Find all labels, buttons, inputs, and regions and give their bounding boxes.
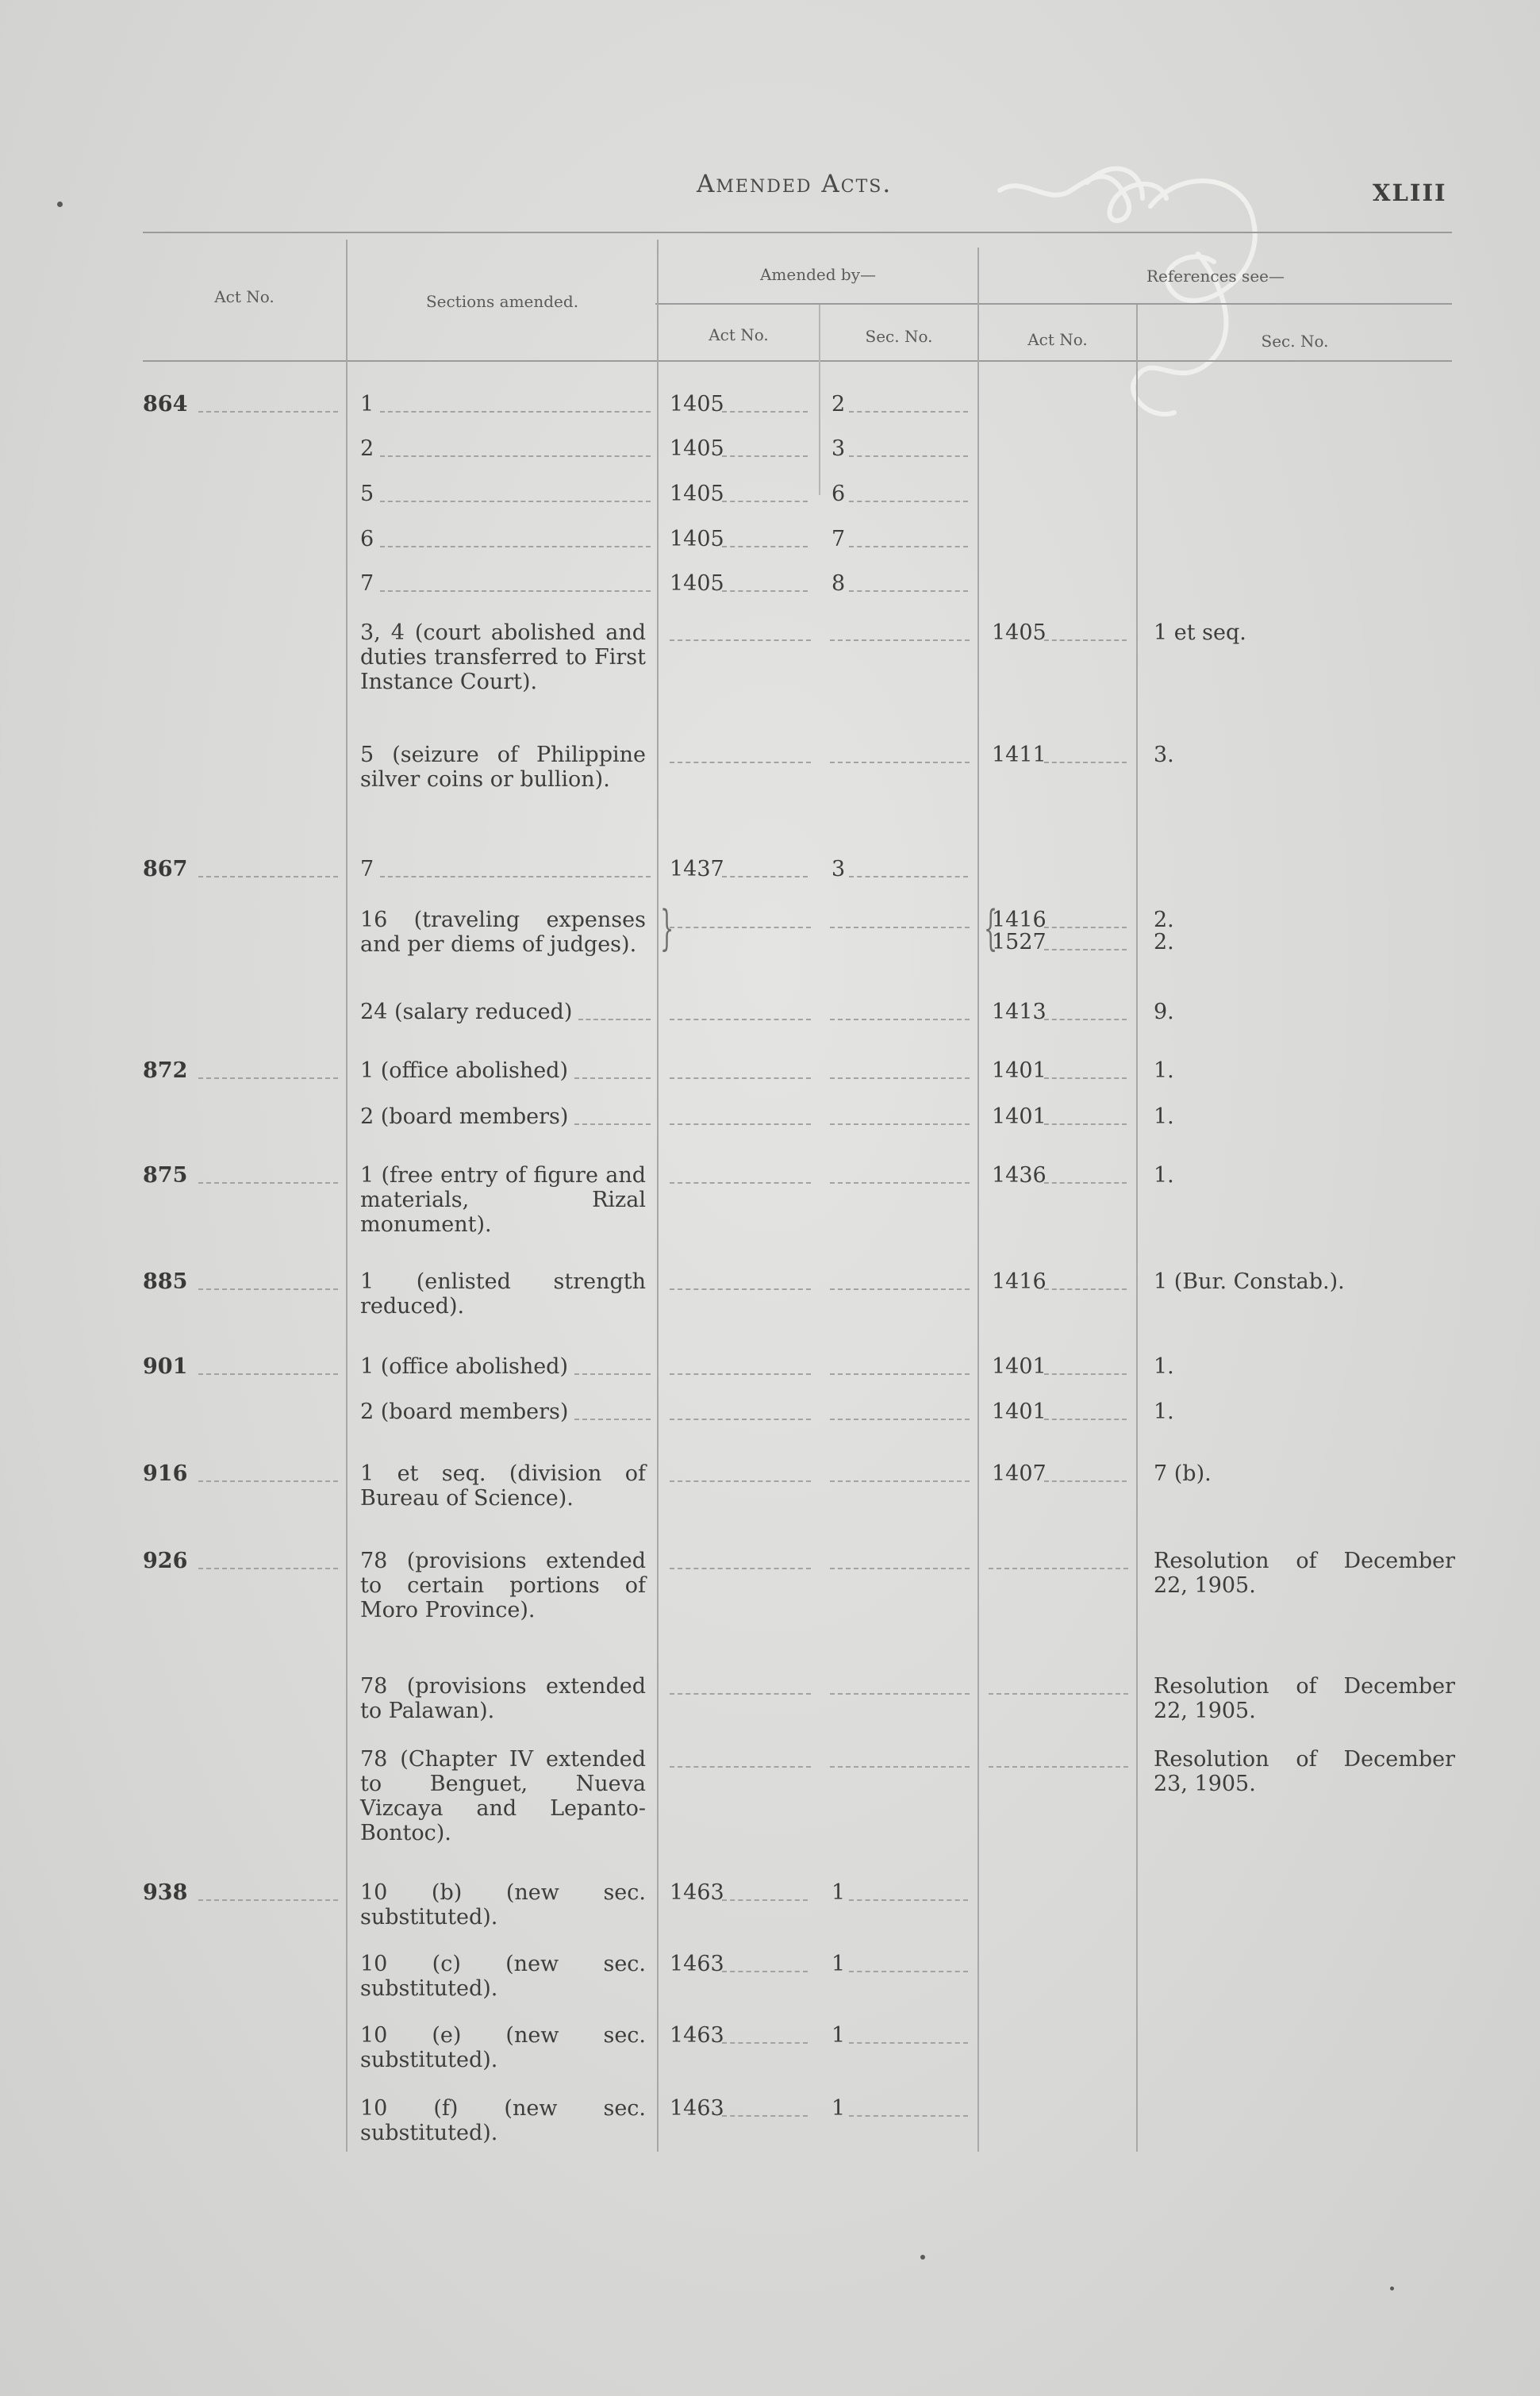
act-number-cell: 872 [143,1058,188,1083]
dotted-leader [670,1123,811,1125]
dotted-leader [1044,1123,1127,1125]
dotted-leader [830,927,970,928]
dotted-leader [722,411,808,413]
act-number-cell: 901 [143,1354,188,1379]
header-ref-sec-no: Sec. No. [1261,332,1329,351]
dotted-leader [830,1077,970,1079]
section-amended-cell: 24 (salary reduced) [360,1000,573,1024]
reference-section-number-cell: 9. [1154,1000,1174,1024]
amended-section-number-cell: 1 [831,2096,846,2121]
act-number-cell: 926 [143,1549,188,1573]
amended-act-number-cell: 1463 [670,1880,724,1905]
amended-section-number-cell: 7 [831,527,846,551]
dotted-leader [1044,1019,1127,1020]
reference-act-number-cell: 1401 [992,1058,1047,1083]
page-title: Amended Acts. [697,170,893,198]
section-amended-cell: 5 [360,482,374,506]
dotted-leader [380,455,651,457]
section-amended-cell: 2 [360,436,374,461]
section-amended-cell: 10 (e) (new sec. substituted). [360,2023,646,2072]
dotted-leader [198,876,338,877]
dotted-leader [849,501,968,502]
dotted-leader [1044,1288,1127,1290]
paper-speck [920,2255,925,2260]
section-amended-cell: 78 (Chapter IV extended to Benguet, Nueva Vizcaya and Lepanto-Bontoc). [360,1747,646,1845]
dotted-leader [670,1693,811,1695]
dotted-leader [849,1971,968,1972]
section-amended-cell: 7 [360,571,374,596]
amended-section-number-cell: 8 [831,571,846,596]
dotted-leader [722,501,808,502]
dotted-leader [830,639,970,641]
dotted-leader [198,411,338,413]
section-amended-cell: 78 (provisions extended to certain portions of Moro Province). [360,1549,646,1622]
amended-acts-table [143,232,1455,2152]
reference-act-number-cell: 1416 [992,1269,1047,1294]
dotted-leader [670,1182,811,1184]
dotted-leader [849,876,968,877]
reference-section-number-cell: 7 (b). [1154,1461,1212,1486]
reference-section-number-cell: Resolution of December 22, 1905. [1154,1549,1455,1598]
amended-act-number-cell: 1463 [670,1952,724,1976]
section-amended-cell: 10 (c) (new sec. substituted). [360,1952,646,2001]
dotted-leader [830,1373,970,1375]
dotted-leader [849,546,968,547]
reference-act-number-cell: 1411 [992,743,1047,767]
dotted-leader [578,1019,651,1020]
reference-section-number-cell: Resolution of December 22, 1905. [1154,1674,1455,1723]
dotted-leader [670,762,811,763]
reference-section-number-cell: 1 et seq. [1154,620,1246,645]
section-amended-cell: 1 et seq. (division of Bureau of Science). [360,1461,646,1511]
amended-act-number-cell: 1463 [670,2023,724,2048]
page-number: XLIII [1373,179,1447,206]
left-brace: { [984,900,998,956]
reference-act-number-cell: 1407 [992,1461,1047,1486]
page-header [0,165,1540,213]
dotted-leader [1044,1182,1127,1184]
section-amended-cell: 10 (b) (new sec. substituted). [360,1880,646,1929]
act-number-cell: 916 [143,1461,188,1486]
amended-act-number-cell: 1405 [670,571,724,596]
reference-act-number-cell: 1527 [992,930,1047,954]
dotted-leader [830,1182,970,1184]
dotted-leader [1044,1373,1127,1375]
section-amended-cell: 1 (enlisted strength reduced). [360,1269,646,1319]
dotted-leader [670,1419,811,1420]
act-number-cell: 867 [143,857,188,881]
amended-act-number-cell: 1405 [670,392,724,417]
reference-section-number-cell: 2. [1154,930,1174,954]
header-amended-sec-no: Sec. No. [865,327,933,346]
dotted-leader [722,455,808,457]
dotted-leader [1044,949,1127,950]
dotted-leader [670,1480,811,1482]
reference-act-number-cell: 1436 [992,1163,1047,1188]
dotted-leader [989,1766,1128,1768]
dotted-leader [989,1693,1128,1695]
dotted-leader [849,1899,968,1901]
paper-speck [57,202,63,207]
dotted-leader [574,1123,651,1125]
dotted-leader [849,590,968,592]
dotted-leader [198,1288,338,1290]
section-amended-cell: 1 (free entry of figure and materials, Rizal monument). [360,1163,646,1237]
dotted-leader [1044,762,1127,763]
dotted-leader [722,876,808,877]
dotted-leader [670,1288,811,1290]
paper-speck [1390,2287,1394,2290]
reference-section-number-cell: 1. [1154,1354,1174,1379]
amended-section-number-cell: 6 [831,482,846,506]
dotted-leader [849,2115,968,2117]
dotted-leader [670,1766,811,1768]
section-amended-cell: 1 (office abolished) [360,1058,568,1083]
dotted-leader [198,1480,338,1482]
reference-section-number-cell: 1. [1154,1163,1174,1188]
dotted-leader [830,1480,970,1482]
header-sections-amended: Sections amended. [425,292,579,311]
dotted-leader [198,1373,338,1375]
dotted-leader [574,1419,651,1420]
section-amended-cell: 5 (seizure of Philippine silver coins or bullion). [360,743,646,792]
amended-act-number-cell: 1463 [670,2096,724,2121]
reference-section-number-cell: 1. [1154,1104,1174,1129]
dotted-leader [380,411,651,413]
reference-act-number-cell: 1401 [992,1104,1047,1129]
dotted-leader [722,2042,808,2044]
dotted-leader [670,1077,811,1079]
amended-section-number-cell: 1 [831,2023,846,2048]
dotted-leader [722,590,808,592]
dotted-leader [830,762,970,763]
reference-section-number-cell: 1. [1154,1400,1174,1424]
dotted-leader [574,1077,651,1079]
dotted-leader [670,639,811,641]
header-act-no: Act No. [214,287,275,306]
section-amended-cell: 7 [360,857,374,881]
amended-section-number-cell: 2 [831,392,846,417]
reference-act-number-cell: 1416 [992,908,1047,932]
amended-section-number-cell: 1 [831,1880,846,1905]
dotted-leader [670,927,811,928]
reference-section-number-cell: 1 (Bur. Constab.). [1154,1269,1345,1294]
dotted-leader [830,1123,970,1125]
header-amended-by: Amended by— [759,265,877,284]
act-number-cell: 875 [143,1163,188,1188]
amended-section-number-cell: 3 [831,436,846,461]
dotted-leader [722,546,808,547]
dotted-leader [1044,1480,1127,1482]
dotted-leader [670,1568,811,1569]
amended-act-number-cell: 1405 [670,436,724,461]
dotted-leader [849,411,968,413]
amended-act-number-cell: 1437 [670,857,724,881]
act-number-cell: 938 [143,1880,188,1905]
reference-act-number-cell: 1401 [992,1400,1047,1424]
dotted-leader [1044,927,1127,928]
dotted-leader [574,1373,651,1375]
section-amended-cell: 78 (provisions extended to Palawan). [360,1674,646,1723]
dotted-leader [1044,639,1127,641]
amended-section-number-cell: 1 [831,1952,846,1976]
section-amended-cell: 1 (office abolished) [360,1354,568,1379]
dotted-leader [830,1568,970,1569]
dotted-leader [670,1019,811,1020]
reference-act-number-cell: 1413 [992,1000,1047,1024]
dotted-leader [198,1899,338,1901]
dotted-leader [830,1693,970,1695]
dotted-leader [989,1568,1128,1569]
dotted-leader [849,455,968,457]
act-number-cell: 864 [143,392,188,417]
section-amended-cell: 6 [360,527,374,551]
reference-section-number-cell: 2. [1154,908,1174,932]
header-amended-act-no: Act No. [709,325,769,344]
section-amended-cell: 10 (f) (new sec. substituted). [360,2096,646,2145]
section-amended-cell: 2 (board members) [360,1400,569,1424]
reference-act-number-cell: 1401 [992,1354,1047,1379]
act-number-cell: 885 [143,1269,188,1294]
section-amended-cell: 3, 4 (court abolished and duties transferred to First Instance Court). [360,620,646,694]
dotted-leader [380,501,651,502]
header-references: References see— [1146,267,1285,286]
dotted-leader [1044,1419,1127,1420]
reference-section-number-cell: Resolution of December 23, 1905. [1154,1747,1455,1796]
dotted-leader [722,2115,808,2117]
reference-act-number-cell: 1405 [992,620,1047,645]
section-amended-cell: 2 (board members) [360,1104,569,1129]
dotted-leader [830,1288,970,1290]
dotted-leader [198,1568,338,1569]
dotted-leader [722,1971,808,1972]
dotted-leader [380,546,651,547]
amended-section-number-cell: 3 [831,857,846,881]
amended-act-number-cell: 1405 [670,527,724,551]
dotted-leader [198,1077,338,1079]
header-ref-act-no: Act No. [1027,330,1088,349]
dotted-leader [1044,1077,1127,1079]
reference-section-number-cell: 3. [1154,743,1174,767]
section-amended-cell: 1 [360,392,374,417]
dotted-leader [380,876,651,877]
dotted-leader [380,590,651,592]
amended-act-number-cell: 1405 [670,482,724,506]
section-amended-cell: 16 (traveling expenses and per diems of judges). [360,908,646,957]
dotted-leader [830,1419,970,1420]
right-brace: } [660,900,674,956]
dotted-leader [849,2042,968,2044]
dotted-leader [670,1373,811,1375]
dotted-leader [722,1899,808,1901]
dotted-leader [830,1019,970,1020]
dotted-leader [830,1766,970,1768]
dotted-leader [198,1182,338,1184]
reference-section-number-cell: 1. [1154,1058,1174,1083]
